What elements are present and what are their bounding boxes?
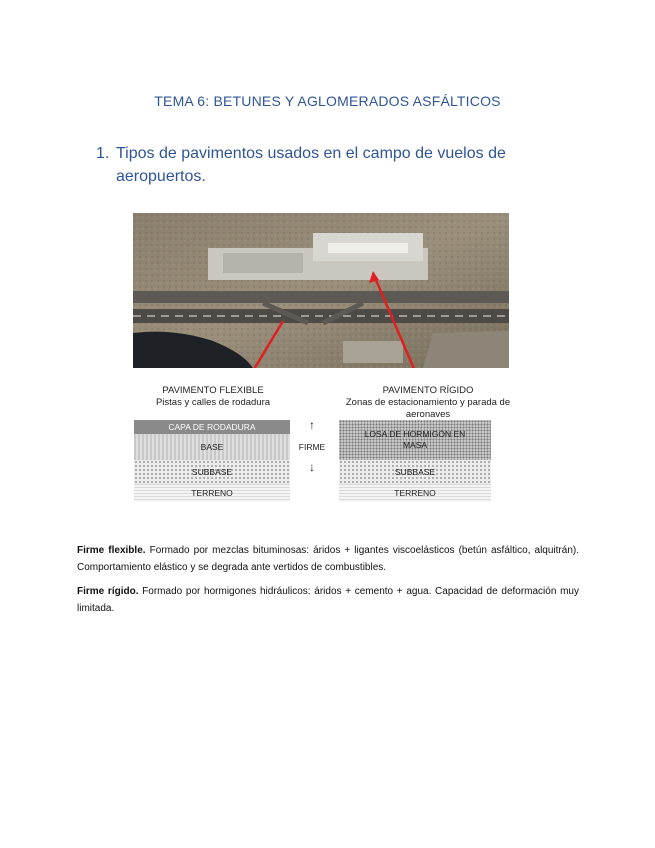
airport-aerial-photo — [133, 213, 509, 368]
flexible-layer-subbase: SUBBASE — [134, 460, 290, 484]
flexible-label: PAVIMENTO FLEXIBLE — [162, 385, 264, 396]
section-number: 1. — [96, 145, 110, 162]
firme-indicator — [297, 418, 327, 488]
rigid-layer-terreno: TERRENO — [339, 484, 491, 502]
rigid-layer-subbase: SUBBASE — [339, 460, 491, 484]
flexible-layer-rodadura: CAPA DE RODADURA — [134, 420, 290, 434]
rigid-caption — [328, 385, 528, 421]
flexible-layer-terreno: TERRENO — [134, 484, 290, 502]
term-flexible: Firme flexible. — [77, 545, 146, 556]
section-heading — [96, 142, 536, 188]
flexible-layer-base: BASE — [134, 434, 290, 460]
rigid-layer-losa: LOSA DE HORMIGÓN EN MASA — [339, 420, 491, 460]
paragraph-flexible — [77, 543, 579, 576]
paragraph-rigid — [77, 584, 579, 617]
rigid-sublabel: Zonas de estacionamiento y parada de aeronaves — [345, 397, 511, 420]
section-heading-text: Tipos de pavimentos usados en el campo de vuelos de aeropuertos. — [116, 145, 506, 185]
flexible-caption — [133, 385, 293, 409]
pavement-figure — [133, 213, 509, 509]
firme-label: FIRME — [298, 442, 326, 452]
page-title: TEMA 6: BETUNES Y AGLOMERADOS ASFÁLTICOS — [154, 93, 501, 109]
rigid-label: PAVIMENTO RÍGIDO — [382, 385, 474, 396]
term-rigid: Firme rígido. — [77, 586, 139, 597]
text-flexible: Formado por mezclas bituminosas: áridos + ligantes viscoelásticos (betún asfáltico, alquitrán). Comportamiento elástico y se degrada ante vertidos de combustibles. — [77, 545, 579, 573]
arrow-down-icon: ↓ — [309, 460, 315, 474]
arrow-up-icon: ↑ — [309, 418, 315, 432]
flexible-sublabel: Pistas y calles de rodadura — [155, 397, 271, 408]
text-rigid: Formado por hormigones hidráulicos: áridos + cemento + agua. Capacidad de deformación muy limitada. — [77, 586, 579, 614]
